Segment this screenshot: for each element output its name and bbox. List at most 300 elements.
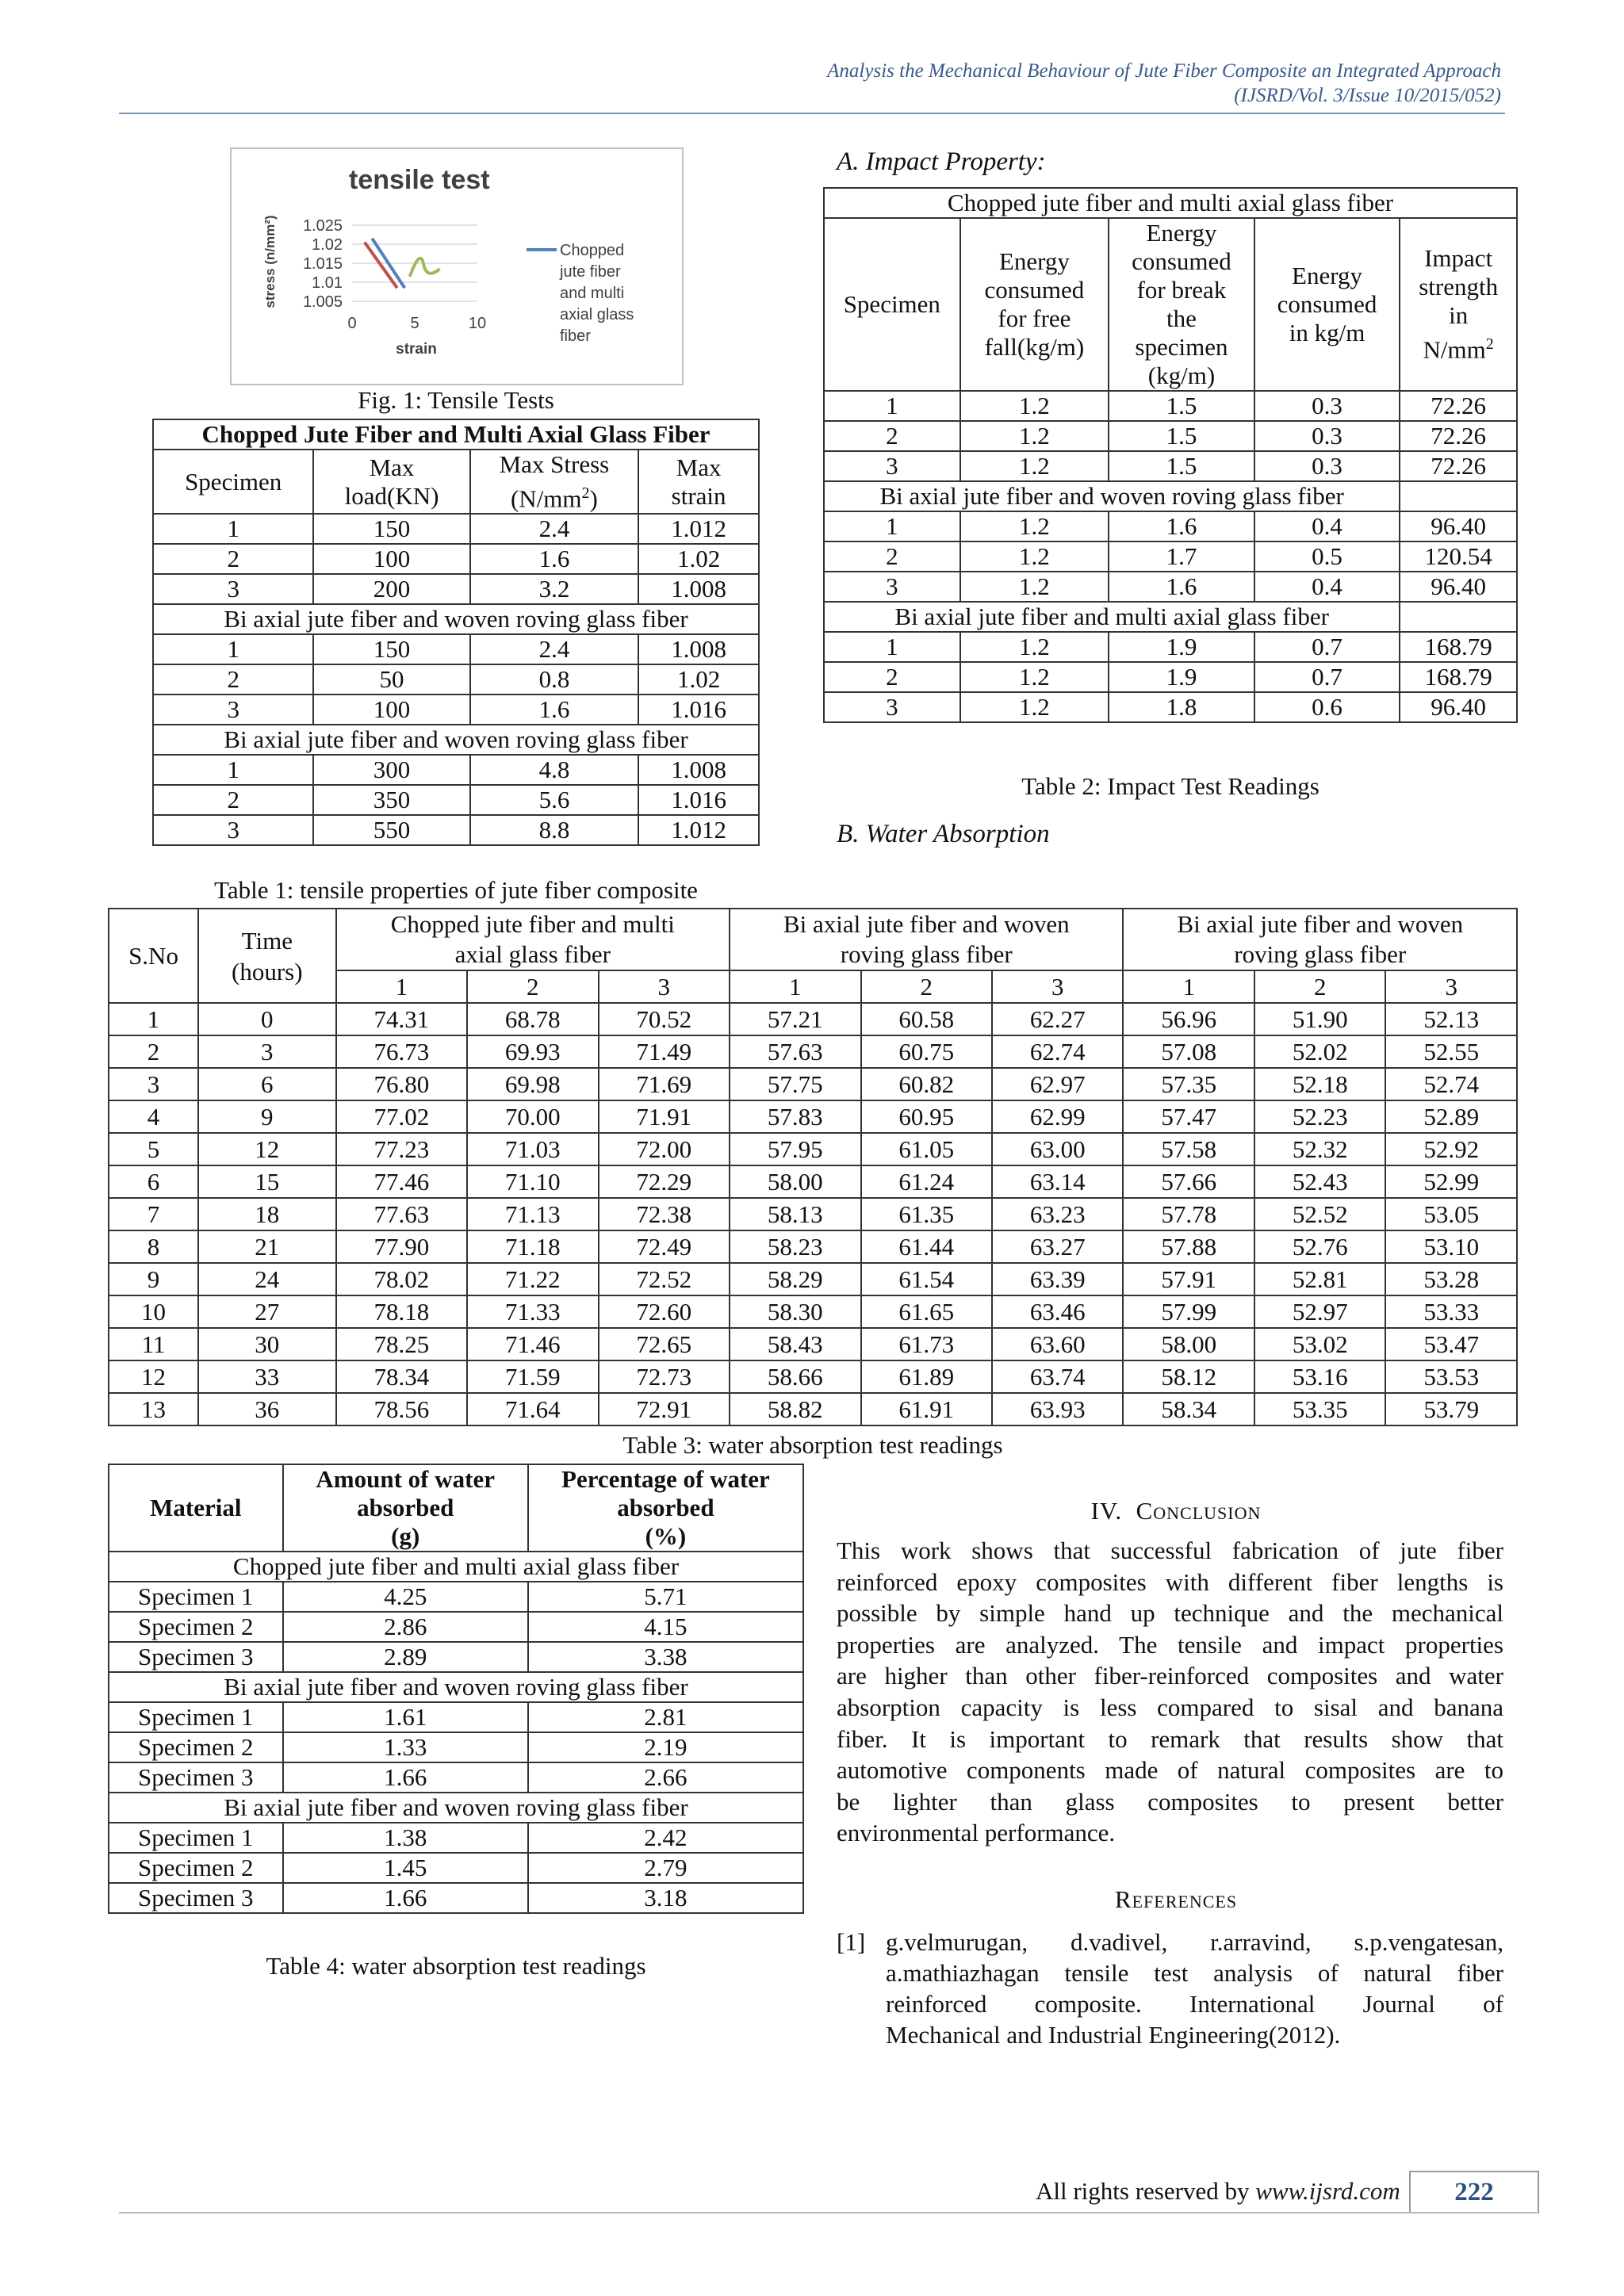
table2-caption: Table 2: Impact Test Readings: [1021, 772, 1320, 800]
table-cell: 61.05: [861, 1133, 992, 1165]
table-cell: 1.6: [1109, 572, 1254, 602]
table-cell: 1.2: [960, 511, 1109, 541]
table-cell: 58.29: [730, 1263, 860, 1295]
table-cell: 2.81: [528, 1702, 803, 1732]
table-cell: 72.26: [1400, 391, 1517, 421]
conclusion-line: This work shows that successful fabrication of jute fiber: [837, 1536, 1503, 1564]
conclusion-line: properties are analyzed. The tensile and impact properties: [837, 1630, 1503, 1659]
figure-caption: Fig. 1: Tensile Tests: [358, 386, 554, 414]
table-row: [153, 544, 759, 574]
table-cell: 0.7: [1254, 662, 1400, 692]
table2-header-free: Energy consumed for free fall(kg/m): [960, 218, 1109, 391]
table-row: [153, 664, 759, 695]
table-cell: 2: [153, 785, 313, 815]
table-cell: 33: [198, 1360, 336, 1393]
table-row: [109, 1823, 803, 1853]
y-tick-label: 1.01: [312, 274, 343, 292]
table-cell: 12: [109, 1360, 198, 1393]
table-cell: 3: [153, 695, 313, 725]
references-heading: References: [1114, 1885, 1238, 1913]
table-cell: 1.2: [960, 391, 1109, 421]
table-cell: 61.73: [861, 1328, 992, 1360]
table-cell: 52.32: [1254, 1133, 1385, 1165]
table-cell: 2.4: [470, 634, 639, 664]
conclusion-line: fiber. It is important to remark that results show that: [837, 1724, 1503, 1753]
table-cell: Specimen 3: [109, 1883, 283, 1913]
header-issue: (IJSRD/Vol. 3/Issue 10/2015/052): [1234, 85, 1501, 106]
table-cell: 1.66: [283, 1762, 528, 1793]
table-row: [824, 692, 1517, 722]
table-cell: 2.79: [528, 1853, 803, 1883]
table3-subheader: 1: [730, 970, 860, 1003]
table-cell: 57.63: [730, 1035, 860, 1068]
table-cell: 77.02: [336, 1100, 467, 1133]
table2-group-blank: [1400, 602, 1517, 632]
table-cell: 1.016: [638, 695, 759, 725]
table2-group-label: Bi axial jute fiber and woven roving glass fiber: [824, 481, 1400, 511]
x-tick-label: 10: [468, 315, 487, 332]
table3-subheader: 3: [992, 970, 1123, 1003]
table-row: [824, 541, 1517, 572]
table-cell: 5.71: [528, 1582, 803, 1612]
table-cell: 4.25: [283, 1582, 528, 1612]
table-cell: 1.9: [1109, 662, 1254, 692]
conclusion-line: are higher than other fiber-reinforced composites and water: [837, 1662, 1503, 1690]
table-cell: 57.08: [1123, 1035, 1254, 1068]
table-cell: 63.39: [992, 1263, 1123, 1295]
footer-rights: All rights reserved by www.ijsrd.com: [1036, 2177, 1400, 2205]
table-cell: 0.3: [1254, 451, 1400, 481]
table-cell: 71.46: [467, 1328, 598, 1360]
table-cell: 168.79: [1400, 632, 1517, 662]
table-cell: 63.93: [992, 1393, 1123, 1425]
tensile-chart: [230, 147, 684, 385]
table-cell: 71.22: [467, 1263, 598, 1295]
table-cell: 57.95: [730, 1133, 860, 1165]
table-cell: 52.99: [1385, 1165, 1517, 1198]
table-cell: 13: [109, 1393, 198, 1425]
table-cell: 3.2: [470, 574, 639, 604]
table-cell: 0.4: [1254, 511, 1400, 541]
table-cell: 2.4: [470, 514, 639, 544]
table-cell: 72.65: [599, 1328, 730, 1360]
table-row: [824, 511, 1517, 541]
table-cell: Specimen 1: [109, 1823, 283, 1853]
tensile-table: [152, 419, 760, 846]
table-cell: 58.30: [730, 1295, 860, 1328]
table-cell: Specimen 1: [109, 1702, 283, 1732]
table2-group-label: Bi axial jute fiber and multi axial glass fiber: [824, 602, 1400, 632]
table-row: [824, 662, 1517, 692]
table-cell: 150: [313, 634, 469, 664]
table-cell: 96.40: [1400, 572, 1517, 602]
table-cell: 61.54: [861, 1263, 992, 1295]
table-cell: 62.99: [992, 1100, 1123, 1133]
page-number: 222: [1409, 2171, 1539, 2214]
table-cell: 70.52: [599, 1003, 730, 1035]
table-cell: 52.89: [1385, 1100, 1517, 1133]
y-axis-label: stress (n/mm²): [262, 215, 278, 308]
table-cell: 52.55: [1385, 1035, 1517, 1068]
table-cell: 0.7: [1254, 632, 1400, 662]
table4-header-amount: Amount of water absorbed (g): [283, 1464, 528, 1552]
table-row: [109, 1198, 1517, 1230]
table-cell: 77.46: [336, 1165, 467, 1198]
table3-subheader: 3: [1385, 970, 1517, 1003]
reference-item: [837, 1927, 1503, 2050]
table-cell: 53.10: [1385, 1230, 1517, 1263]
table-cell: 0.3: [1254, 391, 1400, 421]
table-cell: 58.66: [730, 1360, 860, 1393]
table-cell: 0.3: [1254, 421, 1400, 451]
table-row: [109, 1642, 803, 1672]
table-row: [109, 1295, 1517, 1328]
table-cell: 52.92: [1385, 1133, 1517, 1165]
table4-group-row: [109, 1793, 803, 1823]
table-cell: 63.60: [992, 1328, 1123, 1360]
table-cell: 8: [109, 1230, 198, 1263]
table-cell: 52.43: [1254, 1165, 1385, 1198]
table-cell: 3: [824, 572, 960, 602]
table-cell: 3: [109, 1068, 198, 1100]
table-cell: 1.2: [960, 451, 1109, 481]
table-cell: 52.02: [1254, 1035, 1385, 1068]
conclusion-line: environmental performance.: [837, 1819, 1116, 1847]
section-b-heading: B. Water Absorption: [837, 820, 1050, 848]
table2-header-specimen: Specimen: [824, 218, 960, 391]
table-cell: 2.66: [528, 1762, 803, 1793]
table1-group-row: [153, 725, 759, 755]
table-cell: 0.8: [470, 664, 639, 695]
table-row: [153, 695, 759, 725]
table-cell: 4.8: [470, 755, 639, 785]
table-cell: 1.2: [960, 692, 1109, 722]
table-cell: 1.5: [1109, 421, 1254, 451]
table-cell: 57.47: [1123, 1100, 1254, 1133]
table-cell: 77.23: [336, 1133, 467, 1165]
table-cell: 2: [824, 662, 960, 692]
reference-line: reinforced composite. International Journal of: [886, 1990, 1503, 2018]
table-cell: 58.34: [1123, 1393, 1254, 1425]
table1-caption: Table 1: tensile properties of jute fiber composite: [214, 876, 698, 904]
reference-line: g.velmurugan, d.vadivel, r.arravind, s.p.vengatesan,: [886, 1928, 1503, 1956]
table-row: [109, 1612, 803, 1642]
table-cell: 2: [153, 544, 313, 574]
table-cell: 2.42: [528, 1823, 803, 1853]
table-cell: Specimen 1: [109, 1582, 283, 1612]
table-cell: 71.69: [599, 1068, 730, 1100]
table-cell: 61.91: [861, 1393, 992, 1425]
table-cell: 57.66: [1123, 1165, 1254, 1198]
table-cell: 2: [109, 1035, 198, 1068]
y-tick-label: 1.02: [312, 236, 343, 254]
table-cell: 100: [313, 695, 469, 725]
table-cell: 71.10: [467, 1165, 598, 1198]
table-row: [109, 1035, 1517, 1068]
table-cell: 1.33: [283, 1732, 528, 1762]
table-cell: 53.05: [1385, 1198, 1517, 1230]
table2-header-break: Energy consumed for break the specimen (kg/m): [1109, 218, 1254, 391]
table-cell: Specimen 2: [109, 1732, 283, 1762]
table-cell: 71.59: [467, 1360, 598, 1393]
table-cell: 0.5: [1254, 541, 1400, 572]
table-cell: 61.35: [861, 1198, 992, 1230]
table-cell: 36: [198, 1393, 336, 1425]
table-cell: 4: [109, 1100, 198, 1133]
table-cell: 53.53: [1385, 1360, 1517, 1393]
table-cell: 61.24: [861, 1165, 992, 1198]
table-cell: 1: [824, 391, 960, 421]
table-row: [153, 514, 759, 544]
table-cell: 53.35: [1254, 1393, 1385, 1425]
table-cell: 2: [824, 541, 960, 572]
table-cell: 27: [198, 1295, 336, 1328]
table-cell: 62.27: [992, 1003, 1123, 1035]
table1-group-label: Bi axial jute fiber and woven roving glass fiber: [153, 604, 759, 634]
table-cell: 71.03: [467, 1133, 598, 1165]
y-tick-label: 1.025: [302, 217, 343, 235]
table2-header-kg: Energy consumed in kg/m: [1254, 218, 1400, 391]
table-row: [109, 1263, 1517, 1295]
table-cell: 72.49: [599, 1230, 730, 1263]
table-row: [153, 785, 759, 815]
table-cell: 53.33: [1385, 1295, 1517, 1328]
table-cell: 72.26: [1400, 421, 1517, 451]
table-cell: 72.00: [599, 1133, 730, 1165]
table1-header-stress: Max Stress $(N/mm^2)$: [470, 450, 639, 514]
table-row: [824, 391, 1517, 421]
table-row: [109, 1100, 1517, 1133]
table-row: [824, 632, 1517, 662]
table-row: [109, 1853, 803, 1883]
water-absorption-table: [108, 908, 1518, 1426]
table-cell: 61.65: [861, 1295, 992, 1328]
tensile-chart-svg: [232, 149, 682, 384]
conclusion-line: possible by simple hand up technique and the mechanical: [837, 1599, 1503, 1628]
table-cell: 50: [313, 664, 469, 695]
table-row: [824, 421, 1517, 451]
table-cell: Specimen 2: [109, 1853, 283, 1883]
table1-header-strain: Max strain: [638, 450, 759, 514]
table-cell: 52.74: [1385, 1068, 1517, 1100]
table-cell: 350: [313, 785, 469, 815]
table3-subheader: 1: [336, 970, 467, 1003]
table-cell: 76.80: [336, 1068, 467, 1100]
table-cell: 78.56: [336, 1393, 467, 1425]
table1-group-label: Bi axial jute fiber and woven roving glass fiber: [153, 725, 759, 755]
table-row: [109, 1360, 1517, 1393]
table-cell: 52.13: [1385, 1003, 1517, 1035]
table-row: [153, 755, 759, 785]
table2-group-row: [824, 602, 1517, 632]
table-cell: 58.00: [1123, 1328, 1254, 1360]
table-row: [109, 1068, 1517, 1100]
table-cell: 68.78: [467, 1003, 598, 1035]
x-tick-label: 0: [347, 315, 357, 332]
table-cell: 1.008: [638, 755, 759, 785]
reference-number: [1]: [837, 1928, 866, 1956]
table-cell: 1.02: [638, 664, 759, 695]
table-cell: 58.23: [730, 1230, 860, 1263]
table-cell: 9: [198, 1100, 336, 1133]
table-cell: 7: [109, 1198, 198, 1230]
table-cell: 550: [313, 815, 469, 845]
table4-header-material: Material: [109, 1464, 283, 1552]
table3-subheader: 2: [1254, 970, 1385, 1003]
table-cell: 71.33: [467, 1295, 598, 1328]
table-cell: 3: [824, 692, 960, 722]
table-cell: 63.74: [992, 1360, 1123, 1393]
table-row: [109, 1230, 1517, 1263]
table-cell: 96.40: [1400, 692, 1517, 722]
table-cell: 63.27: [992, 1230, 1123, 1263]
table-cell: 1.2: [960, 541, 1109, 572]
table-cell: 53.02: [1254, 1328, 1385, 1360]
table-cell: 1.02: [638, 544, 759, 574]
table-row: [109, 1702, 803, 1732]
table4-group-row: [109, 1672, 803, 1702]
table-cell: 78.34: [336, 1360, 467, 1393]
table-cell: 58.43: [730, 1328, 860, 1360]
table3-subheader: 2: [467, 970, 598, 1003]
table-cell: 77.63: [336, 1198, 467, 1230]
legend-label: Chopped jute fiber and multi axial glass fiber: [560, 242, 634, 345]
conclusion-line: be lighter than glass composites to present better: [837, 1787, 1503, 1816]
table-cell: 58.12: [1123, 1360, 1254, 1393]
table-cell: 60.95: [861, 1100, 992, 1133]
table-cell: 2: [153, 664, 313, 695]
table1-header-specimen: Specimen: [153, 450, 313, 514]
conclusion-line: reinforced epoxy composites with different fiber lengths is: [837, 1567, 1503, 1596]
table-cell: 63.14: [992, 1165, 1123, 1198]
table-cell: 1.5: [1109, 451, 1254, 481]
table-cell: 1: [153, 634, 313, 664]
water-summary-table: [108, 1464, 804, 1914]
table-cell: 6: [198, 1068, 336, 1100]
table-cell: 1: [153, 514, 313, 544]
table-cell: 51.90: [1254, 1003, 1385, 1035]
table-cell: 72.29: [599, 1165, 730, 1198]
table-cell: 74.31: [336, 1003, 467, 1035]
table3-header-time: Time (hours): [198, 909, 336, 1003]
table-cell: 57.21: [730, 1003, 860, 1035]
table-cell: 1.008: [638, 634, 759, 664]
table2-title: Chopped jute fiber and multi axial glass fiber: [824, 188, 1517, 218]
table3-header-group3: Bi axial jute fiber and woven roving glass fiber: [1123, 909, 1517, 970]
table-cell: 168.79: [1400, 662, 1517, 692]
table-cell: 18: [198, 1198, 336, 1230]
table-cell: 1.38: [283, 1823, 528, 1853]
reference-text: [886, 1927, 1503, 2050]
table-cell: 57.78: [1123, 1198, 1254, 1230]
table-cell: 3.38: [528, 1642, 803, 1672]
y-tick-label: 1.015: [302, 255, 343, 273]
table-cell: 300: [313, 755, 469, 785]
table-cell: 5.6: [470, 785, 639, 815]
table-cell: 62.97: [992, 1068, 1123, 1100]
table3-header-group1: Chopped jute fiber and multi axial glass fiber: [336, 909, 730, 970]
table-cell: 1.012: [638, 815, 759, 845]
table-cell: 1.2: [960, 662, 1109, 692]
table-cell: Specimen 3: [109, 1642, 283, 1672]
table-cell: 62.74: [992, 1035, 1123, 1068]
table-cell: 78.18: [336, 1295, 467, 1328]
table-cell: 60.82: [861, 1068, 992, 1100]
header-rule: [119, 113, 1505, 114]
table2-group-blank: [1400, 481, 1517, 511]
table-cell: 1.61: [283, 1702, 528, 1732]
table-cell: 3.18: [528, 1883, 803, 1913]
table-cell: 0: [198, 1003, 336, 1035]
table-cell: 71.13: [467, 1198, 598, 1230]
table-cell: 100: [313, 544, 469, 574]
table-cell: 0.6: [1254, 692, 1400, 722]
table3-subheader: 2: [861, 970, 992, 1003]
table-row: [109, 1762, 803, 1793]
table-row: [824, 572, 1517, 602]
table-cell: 69.93: [467, 1035, 598, 1068]
table-cell: Specimen 2: [109, 1612, 283, 1642]
table4-header-percent: Percentage of water absorbed (%): [528, 1464, 803, 1552]
table-cell: 1.2: [960, 572, 1109, 602]
table-cell: 1.016: [638, 785, 759, 815]
table-cell: 2.19: [528, 1732, 803, 1762]
table-cell: 63.00: [992, 1133, 1123, 1165]
table-cell: 2.86: [283, 1612, 528, 1642]
table-row: [109, 1003, 1517, 1035]
table-cell: 78.25: [336, 1328, 467, 1360]
table-cell: 52.97: [1254, 1295, 1385, 1328]
table-cell: 57.83: [730, 1100, 860, 1133]
table-cell: 58.13: [730, 1198, 860, 1230]
table-cell: 150: [313, 514, 469, 544]
table3-subheader: 3: [599, 970, 730, 1003]
table-cell: 52.18: [1254, 1068, 1385, 1100]
table-row: [153, 574, 759, 604]
table-cell: 1.45: [283, 1853, 528, 1883]
table-cell: 72.73: [599, 1360, 730, 1393]
table-cell: Specimen 3: [109, 1762, 283, 1793]
table-cell: 0.4: [1254, 572, 1400, 602]
table-cell: 70.00: [467, 1100, 598, 1133]
table-cell: 1.6: [470, 695, 639, 725]
table3-header-sno: S.No: [109, 909, 198, 1003]
table-row: [109, 1883, 803, 1913]
table-cell: 1.008: [638, 574, 759, 604]
conclusion-line: absorption capacity is less compared to sisal and banana: [837, 1693, 1503, 1721]
table-cell: 1.9: [1109, 632, 1254, 662]
table-cell: 3: [153, 815, 313, 845]
table-cell: 58.82: [730, 1393, 860, 1425]
table-cell: 52.81: [1254, 1263, 1385, 1295]
conclusion-heading: IV. Conclusion: [1090, 1497, 1262, 1525]
table-row: [109, 1393, 1517, 1425]
table2-group-row: [824, 481, 1517, 511]
table-cell: 1: [824, 511, 960, 541]
table-row: [109, 1328, 1517, 1360]
header-title: Analysis the Mechanical Behaviour of Jute Fiber Composite an Integrated Approach: [827, 60, 1501, 82]
footer-site-link[interactable]: www.ijsrd.com: [1255, 2177, 1400, 2205]
table-cell: 15: [198, 1165, 336, 1198]
impact-table: [823, 187, 1518, 723]
table-cell: 72.26: [1400, 451, 1517, 481]
table3-header-group2: Bi axial jute fiber and woven roving glass fiber: [730, 909, 1123, 970]
table-cell: 58.00: [730, 1165, 860, 1198]
table-cell: 1.66: [283, 1883, 528, 1913]
table-cell: 1.7: [1109, 541, 1254, 572]
table-cell: 72.38: [599, 1198, 730, 1230]
table-cell: 60.75: [861, 1035, 992, 1068]
